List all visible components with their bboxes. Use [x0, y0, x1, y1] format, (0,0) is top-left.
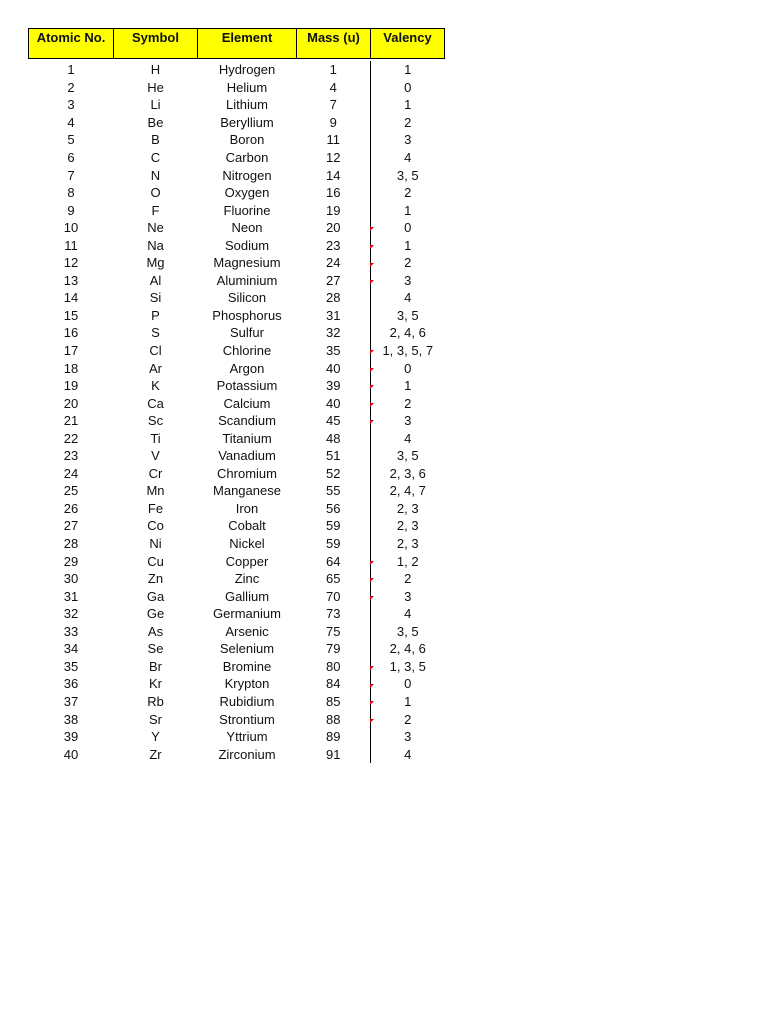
element-cell[interactable]: Cobalt [228, 518, 266, 534]
table-row [29, 535, 445, 553]
atomic-no-cell[interactable]: 5 [67, 132, 75, 148]
valency-cell[interactable]: 1 [371, 96, 445, 114]
mass-cell[interactable]: 14 [326, 167, 341, 183]
symbol-cell[interactable]: K [151, 378, 160, 394]
element-cell[interactable]: Nickel [229, 536, 265, 552]
symbol-cell[interactable]: Br [149, 658, 162, 674]
atomic-no-cell[interactable]: 1 [67, 62, 75, 78]
table-row [29, 289, 445, 307]
valency-cell[interactable]: 2, 3 [371, 517, 445, 535]
spreadsheet [28, 28, 445, 763]
header-element[interactable]: Element [198, 29, 297, 59]
mass-cell[interactable]: 12 [326, 150, 341, 165]
element-cell[interactable]: Helium [226, 79, 268, 95]
atomic-no-cell[interactable]: 16 [63, 325, 79, 341]
header-valency[interactable]: Valency [371, 29, 445, 59]
table-row [29, 658, 445, 676]
valency-cell[interactable]: 3, 5 [371, 447, 445, 465]
table-row [29, 412, 445, 430]
mass-cell[interactable]: 89 [326, 729, 341, 745]
symbol-cell[interactable]: V [151, 448, 160, 464]
element-cell[interactable]: Chromium [217, 465, 277, 481]
valency-cell[interactable]: 2, 4, 6 [371, 640, 445, 658]
symbol-cell[interactable]: Se [147, 641, 164, 657]
atomic-no-cell[interactable]: 13 [63, 272, 79, 288]
valency-cell[interactable]: 3 [371, 412, 445, 430]
mass-cell[interactable]: 51 [326, 448, 341, 464]
symbol-cell[interactable]: Ne [147, 220, 164, 236]
symbol-cell[interactable]: Cu [147, 553, 164, 569]
table-row [29, 394, 445, 412]
table-row [29, 149, 445, 167]
atomic-no-cell[interactable]: 34 [63, 641, 79, 657]
element-cell[interactable]: Copper [225, 553, 269, 569]
mass-cell[interactable]: 48 [326, 430, 341, 446]
periodic-table [28, 28, 445, 763]
element-cell[interactable]: Nitrogen [222, 167, 272, 183]
atomic-no-cell[interactable]: 27 [63, 518, 79, 534]
table-row [29, 570, 445, 588]
element-cell[interactable]: Sulfur [230, 325, 264, 341]
element-cell[interactable]: Titanium [222, 430, 272, 446]
element-cell[interactable]: Yttrium [226, 729, 268, 745]
mass-cell[interactable]: 85 [326, 693, 341, 709]
valency-cell[interactable]: 1 [371, 61, 445, 79]
symbol-cell[interactable]: Rb [147, 693, 164, 709]
table-row [29, 61, 445, 79]
mass-cell[interactable]: 59 [326, 536, 341, 552]
atomic-no-cell[interactable]: 40 [63, 746, 79, 762]
symbol-cell[interactable]: Sr [149, 711, 162, 727]
element-cell[interactable]: Krypton [224, 676, 270, 692]
table-row [29, 465, 445, 483]
symbol-cell[interactable]: Fe [147, 500, 164, 516]
valency-cell[interactable]: 0 [371, 675, 445, 693]
table-row [29, 710, 445, 728]
atomic-no-cell[interactable]: 24 [63, 465, 79, 481]
valency-cell[interactable]: 3, 5 [371, 307, 445, 325]
valency-cell[interactable]: 3, 5 [371, 623, 445, 641]
atomic-no-cell[interactable]: 4 [67, 114, 75, 130]
atomic-no-cell[interactable]: 25 [63, 483, 79, 499]
element-cell[interactable]: Oxygen [224, 185, 270, 201]
mass-cell[interactable]: 19 [326, 202, 341, 218]
symbol-cell[interactable]: N [150, 167, 161, 183]
atomic-no-cell[interactable]: 10 [63, 220, 79, 236]
element-cell[interactable]: Phosphorus [212, 307, 282, 323]
element-cell[interactable]: Arsenic [225, 623, 269, 639]
symbol-cell[interactable]: F [151, 202, 160, 218]
valency-cell[interactable]: 0 [371, 79, 445, 97]
table-row [29, 272, 445, 290]
table-row [29, 79, 445, 97]
mass-cell[interactable]: 70 [326, 588, 341, 604]
table-row [29, 605, 445, 623]
element-cell[interactable]: Selenium [219, 641, 275, 657]
symbol-cell[interactable]: Si [149, 290, 162, 306]
element-cell[interactable]: Boron [229, 132, 265, 148]
element-cell[interactable]: Strontium [219, 711, 275, 727]
mass-cell[interactable]: 7 [329, 97, 337, 113]
table-row [29, 482, 445, 500]
valency-cell[interactable]: 1, 3, 5 [371, 658, 445, 676]
valency-cell[interactable]: 1 [371, 377, 445, 395]
element-cell[interactable]: Zinc [234, 571, 260, 587]
valency-cell[interactable]: 1 [371, 236, 445, 254]
table-row [29, 236, 445, 254]
symbol-cell[interactable]: C [150, 150, 161, 165]
header-row [29, 29, 445, 59]
table-row [29, 517, 445, 535]
mass-cell[interactable]: 9 [329, 114, 337, 130]
table-row [29, 359, 445, 377]
mass-cell[interactable]: 1 [329, 62, 337, 78]
table-row [29, 342, 445, 360]
symbol-cell[interactable]: Mg [146, 255, 165, 271]
atomic-no-cell[interactable]: 26 [63, 500, 79, 516]
element-cell[interactable]: Gallium [224, 588, 270, 604]
symbol-cell[interactable]: O [150, 185, 161, 201]
mass-cell[interactable]: 59 [326, 518, 341, 534]
mass-cell[interactable]: 45 [326, 413, 341, 429]
mass-cell[interactable]: 52 [326, 465, 341, 481]
atomic-no-cell[interactable]: 37 [63, 693, 79, 709]
table-row [29, 447, 445, 465]
element-cell[interactable]: Aluminium [216, 272, 278, 288]
table-row [29, 693, 445, 711]
atomic-no-cell[interactable]: 6 [67, 150, 75, 165]
valency-cell[interactable]: 4 [371, 605, 445, 623]
table-row [29, 552, 445, 570]
mass-cell[interactable]: 91 [326, 746, 341, 762]
symbol-cell[interactable]: He [147, 79, 164, 95]
atomic-no-cell[interactable]: 38 [63, 711, 79, 727]
valency-cell[interactable]: 2 [371, 570, 445, 588]
atomic-no-cell[interactable]: 32 [63, 606, 79, 622]
header-symbol[interactable]: Symbol [114, 29, 198, 59]
valency-cell[interactable]: 2, 3, 6 [371, 465, 445, 483]
valency-cell[interactable]: 4 [371, 429, 445, 447]
element-cell[interactable]: Bromine [222, 658, 272, 674]
element-cell[interactable]: Argon [229, 360, 265, 376]
mass-cell[interactable]: 16 [326, 185, 341, 201]
symbol-cell[interactable]: Zn [147, 571, 164, 587]
atomic-no-cell[interactable]: 28 [63, 536, 79, 552]
table-row [29, 114, 445, 132]
valency-cell[interactable]: 2, 4, 7 [371, 482, 445, 500]
symbol-cell[interactable]: Be [147, 114, 164, 130]
atomic-no-cell[interactable]: 35 [63, 658, 79, 674]
table-row [29, 675, 445, 693]
atomic-no-cell[interactable]: 12 [63, 255, 79, 271]
table-row [29, 500, 445, 518]
atomic-no-cell[interactable]: 9 [67, 202, 75, 218]
valency-cell[interactable]: 4 [371, 745, 445, 763]
table-row [29, 745, 445, 763]
mass-cell[interactable]: 64 [326, 553, 341, 569]
atomic-no-cell[interactable]: 3 [67, 97, 75, 113]
mass-cell[interactable]: 4 [329, 79, 337, 95]
valency-cell[interactable]: 3, 5 [371, 166, 445, 184]
symbol-cell[interactable]: Ni [149, 536, 162, 552]
atomic-no-cell[interactable]: 36 [63, 676, 79, 692]
table-row [29, 324, 445, 342]
table-row [29, 429, 445, 447]
element-cell[interactable]: Sodium [224, 237, 270, 253]
valency-cell[interactable]: 2, 3 [371, 500, 445, 518]
element-cell[interactable]: Lithium [226, 97, 268, 113]
table-row [29, 728, 445, 746]
mass-cell[interactable]: 20 [326, 220, 341, 236]
valency-cell[interactable]: 3 [371, 587, 445, 605]
mass-cell[interactable]: 40 [326, 360, 341, 376]
atomic-no-cell[interactable]: 39 [63, 729, 79, 745]
valency-cell[interactable]: 0 [371, 219, 445, 237]
atomic-no-cell[interactable]: 8 [67, 185, 75, 201]
valency-cell[interactable]: 3 [371, 131, 445, 149]
valency-cell[interactable]: 2 [371, 114, 445, 132]
valency-cell[interactable]: 0 [371, 359, 445, 377]
mass-cell[interactable]: 80 [326, 658, 341, 674]
mass-cell[interactable]: 24 [326, 255, 341, 271]
mass-cell[interactable]: 55 [326, 483, 341, 499]
symbol-cell[interactable]: Sc [147, 413, 164, 429]
atomic-no-cell[interactable]: 21 [63, 413, 79, 429]
valency-cell[interactable]: 2 [371, 184, 445, 202]
table-row [29, 96, 445, 114]
table-row [29, 131, 445, 149]
element-cell[interactable]: Potassium [216, 378, 278, 394]
symbol-cell[interactable]: Y [151, 729, 160, 745]
element-cell[interactable]: Calcium [223, 395, 271, 411]
element-cell[interactable]: Fluorine [223, 202, 271, 218]
atomic-no-cell[interactable]: 14 [63, 290, 79, 306]
atomic-no-cell[interactable]: 7 [67, 167, 75, 183]
mass-cell[interactable]: 65 [326, 571, 341, 587]
table-row [29, 219, 445, 237]
atomic-no-cell[interactable]: 18 [63, 360, 79, 376]
valency-cell[interactable]: 1, 2 [371, 552, 445, 570]
mass-cell[interactable]: 56 [326, 500, 341, 516]
symbol-cell[interactable]: Kr [149, 676, 162, 692]
mass-cell[interactable]: 39 [326, 378, 341, 394]
mass-cell[interactable]: 28 [326, 290, 341, 306]
atomic-no-cell[interactable]: 22 [63, 430, 79, 446]
mass-cell[interactable]: 84 [326, 676, 341, 692]
symbol-cell[interactable]: Cr [148, 465, 163, 481]
element-cell[interactable]: Hydrogen [218, 62, 276, 78]
element-cell[interactable]: Neon [231, 220, 263, 236]
symbol-cell[interactable]: Co [147, 518, 164, 534]
mass-cell[interactable]: 75 [326, 623, 341, 639]
valency-cell[interactable]: 3 [371, 272, 445, 290]
symbol-cell[interactable]: B [151, 132, 160, 148]
table-row [29, 377, 445, 395]
mass-cell[interactable]: 79 [326, 641, 341, 657]
element-cell[interactable]: Manganese [213, 483, 281, 499]
mass-cell[interactable]: 73 [326, 606, 341, 622]
valency-cell[interactable]: 2 [371, 254, 445, 272]
atomic-no-cell[interactable]: 19 [63, 378, 79, 394]
mass-cell[interactable]: 31 [326, 307, 341, 323]
atomic-no-cell[interactable]: 17 [63, 343, 79, 359]
mass-cell[interactable]: 32 [326, 325, 341, 341]
atomic-no-cell[interactable]: 23 [63, 448, 79, 464]
mass-cell[interactable]: 27 [326, 272, 341, 288]
atomic-no-cell[interactable]: 33 [63, 623, 79, 639]
element-cell[interactable]: Beryllium [220, 114, 274, 130]
header-mass[interactable]: Mass (u) [297, 29, 371, 59]
atomic-no-cell[interactable]: 2 [67, 79, 75, 95]
symbol-cell[interactable]: As [147, 623, 164, 639]
mass-cell[interactable]: 35 [326, 343, 341, 359]
element-cell[interactable]: Scandium [218, 413, 276, 429]
valency-cell[interactable]: 1, 3, 5, 7 [371, 342, 445, 360]
mass-cell[interactable]: 23 [326, 237, 341, 253]
atomic-no-cell[interactable]: 20 [63, 395, 79, 411]
valency-cell[interactable]: 2, 4, 6 [371, 324, 445, 342]
element-cell[interactable]: Carbon [225, 150, 269, 165]
mass-cell[interactable]: 88 [326, 711, 341, 727]
valency-cell[interactable]: 2, 3 [371, 535, 445, 553]
atomic-no-cell[interactable]: 30 [63, 571, 79, 587]
symbol-cell[interactable]: Ar [149, 360, 162, 376]
atomic-no-cell[interactable]: 29 [63, 553, 79, 569]
element-cell[interactable]: Germanium [213, 606, 281, 622]
element-cell[interactable]: Rubidium [219, 693, 275, 709]
symbol-cell[interactable]: Zr [149, 746, 162, 762]
table-row [29, 254, 445, 272]
atomic-no-cell[interactable]: 11 [64, 237, 78, 253]
symbol-cell[interactable]: Mn [146, 483, 165, 499]
element-cell[interactable]: Magnesium [213, 255, 281, 271]
mass-cell[interactable]: 40 [326, 395, 341, 411]
table-row [29, 184, 445, 202]
atomic-no-cell[interactable]: 15 [63, 307, 79, 323]
valency-cell[interactable]: 4 [371, 149, 445, 167]
valency-cell[interactable]: 2 [371, 710, 445, 728]
symbol-cell[interactable]: Li [150, 97, 161, 113]
element-cell[interactable]: Vanadium [218, 448, 276, 464]
table-row [29, 640, 445, 658]
table-row [29, 201, 445, 219]
symbol-cell[interactable]: P [151, 307, 160, 323]
valency-cell[interactable]: 4 [371, 289, 445, 307]
symbol-cell[interactable]: Ti [150, 430, 161, 446]
mass-cell[interactable]: 11 [326, 132, 340, 148]
table-row [29, 307, 445, 325]
symbol-cell[interactable]: Ga [146, 588, 165, 604]
symbol-cell[interactable]: Cl [149, 343, 162, 359]
header-atomic-no[interactable]: Atomic No. [29, 29, 114, 59]
atomic-no-cell[interactable]: 31 [63, 588, 79, 604]
element-cell[interactable]: Iron [235, 500, 259, 516]
element-cell[interactable]: Zirconium [218, 746, 276, 762]
table-row [29, 623, 445, 641]
valency-cell[interactable]: 3 [371, 728, 445, 746]
valency-cell[interactable]: 1 [371, 201, 445, 219]
element-cell[interactable]: Silicon [227, 290, 267, 306]
symbol-cell[interactable]: Al [149, 272, 162, 288]
element-cell[interactable]: Chlorine [222, 343, 272, 359]
table-row [29, 587, 445, 605]
valency-cell[interactable]: 1 [371, 693, 445, 711]
valency-cell[interactable]: 2 [371, 394, 445, 412]
symbol-cell[interactable]: S [151, 325, 160, 341]
table-row [29, 166, 445, 184]
symbol-cell[interactable]: H [150, 62, 161, 78]
symbol-cell[interactable]: Na [147, 237, 164, 253]
symbol-cell[interactable]: Ca [147, 395, 164, 411]
symbol-cell[interactable]: Ge [146, 606, 165, 622]
